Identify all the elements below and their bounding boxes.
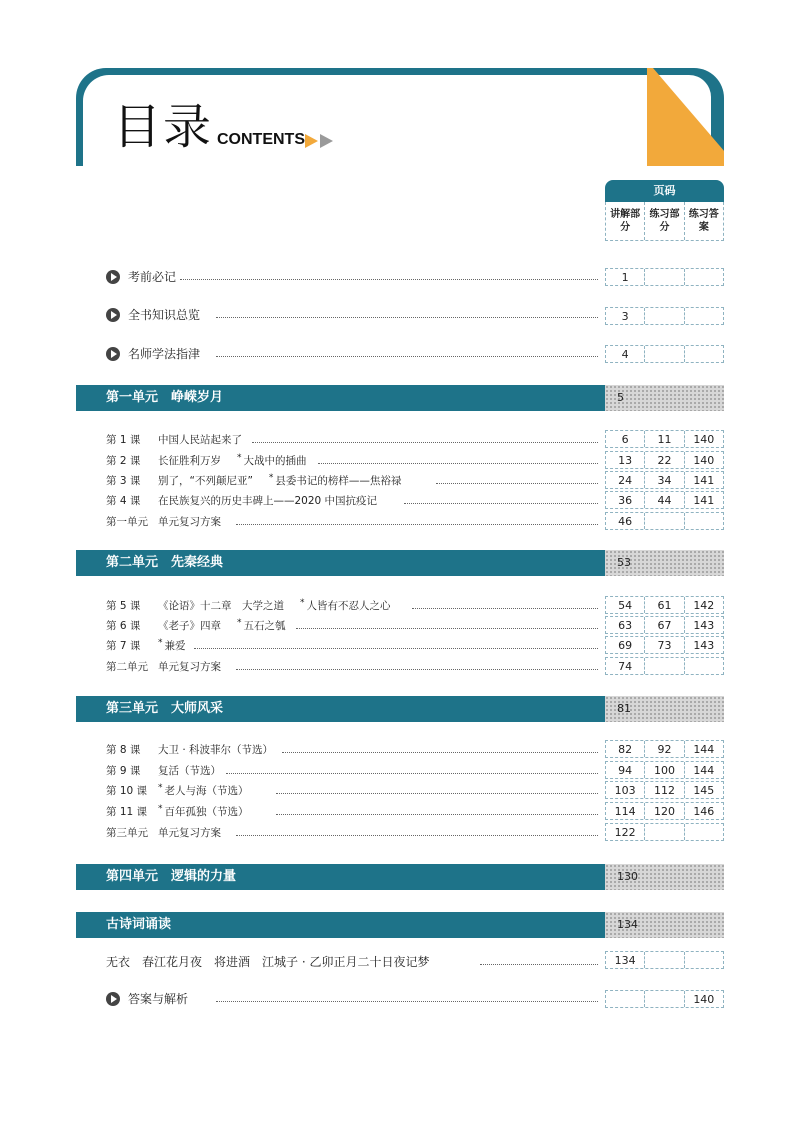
unit-page: 130 [605, 864, 724, 890]
lesson-number: 第 5 课 [106, 600, 141, 612]
page-answer: 141 [693, 494, 715, 507]
page-explain: 13 [606, 452, 645, 468]
unit-bar-2[interactable] [76, 550, 724, 576]
lesson-number: 第 7 课 [106, 640, 141, 652]
lesson-number: 第 8 课 [106, 744, 141, 756]
lesson-title: 《论语》十二章 大学之道 [158, 600, 284, 612]
lesson-row-1[interactable] [106, 432, 242, 447]
leader-dots [226, 773, 598, 774]
page-explain: 134 [606, 952, 645, 968]
lesson-row-3[interactable] [106, 473, 401, 488]
leader-dots [216, 356, 598, 357]
page-explain: 82 [606, 741, 645, 757]
play-bullet-icon [106, 270, 120, 284]
poem-list[interactable] [106, 953, 442, 970]
page-cells [605, 345, 724, 363]
play-bullet-icon [106, 308, 120, 322]
self-study-mark: * [158, 783, 163, 793]
lesson-number: 第 4 课 [106, 495, 141, 507]
lesson-title-2: 大战中的插曲 [243, 455, 307, 467]
lesson-title-2: 五石之瓠 [243, 620, 286, 632]
page-columns-header [605, 180, 724, 241]
page-explain: 3 [606, 308, 645, 324]
page-answer [685, 513, 723, 529]
lesson-row-review-2[interactable] [106, 659, 221, 674]
lesson-title-2: 百年孤独（节选） [164, 806, 249, 818]
page-practice [645, 658, 684, 674]
page-practice: 112 [645, 782, 684, 798]
page-answer: 143 [693, 619, 715, 632]
poem-title: 春江花月夜 [142, 955, 203, 969]
page-cells [605, 636, 724, 654]
poem-title: 江城子 · 乙卯正月二十日夜记梦 [262, 955, 430, 969]
page-explain: 54 [606, 597, 645, 613]
self-study-mark: * [237, 618, 242, 628]
unit-title: 第四单元 逻辑的力量 [76, 864, 605, 890]
lesson-title-2: 县委书记的榜样——焦裕禄 [275, 475, 402, 487]
page-answer [685, 308, 723, 324]
unit-bar-3[interactable] [76, 696, 724, 722]
page-answer: 144 [693, 743, 715, 756]
page-subtitle: CONTENTS [217, 131, 305, 148]
page-answer [685, 346, 723, 362]
page-cells [605, 616, 724, 634]
lesson-title: 在民族复兴的历史丰碑上——2020 中国抗疫记 [158, 495, 378, 507]
page-answer: 144 [693, 764, 715, 777]
page-practice: 34 [645, 472, 684, 488]
lesson-number: 第二单元 [106, 661, 148, 673]
unit-page: 53 [605, 550, 724, 576]
lesson-number: 第 10 课 [106, 785, 148, 797]
page-explain: 114 [606, 803, 645, 819]
unit-bar-4[interactable] [76, 864, 724, 890]
self-study-mark: * [158, 638, 163, 648]
page-answer: 140 [693, 993, 715, 1006]
page-columns-title: 页码 [605, 180, 724, 202]
toc-item-overview[interactable] [106, 306, 200, 323]
lesson-row-10[interactable] [106, 783, 249, 798]
page-cells [605, 451, 724, 469]
page-practice [645, 952, 684, 968]
page-answer [685, 269, 723, 285]
column-label-answers: 练习答案 [688, 209, 719, 233]
page-answer: 145 [693, 784, 715, 797]
lesson-number: 第 2 课 [106, 455, 141, 467]
unit-title: 第一单元 峥嵘岁月 [76, 385, 605, 411]
page-columns-labels [605, 202, 724, 241]
page-explain: 1 [606, 269, 645, 285]
page-practice [645, 991, 684, 1007]
page-cells [605, 761, 724, 779]
page-practice [645, 308, 684, 324]
lesson-row-review-3[interactable] [106, 825, 221, 840]
page-explain: 63 [606, 617, 645, 633]
unit-title: 第三单元 大师风采 [76, 696, 605, 722]
page-answer: 140 [693, 454, 715, 467]
page-answer: 140 [693, 433, 715, 446]
gray-arrow-icon [320, 134, 333, 148]
page-explain: 36 [606, 492, 645, 508]
lesson-number: 第 11 课 [106, 806, 148, 818]
leader-dots [276, 793, 598, 794]
lesson-number: 第 1 课 [106, 434, 141, 446]
page-cells [605, 802, 724, 820]
lesson-number: 第三单元 [106, 827, 148, 839]
lesson-title: 单元复习方案 [158, 516, 221, 528]
leader-dots [276, 814, 598, 815]
page-practice: 120 [645, 803, 684, 819]
page-practice: 67 [645, 617, 684, 633]
lesson-title: 《老子》四章 [158, 620, 221, 632]
leader-dots [412, 608, 598, 609]
lesson-title: 别了，“不列颠尼亚” [158, 475, 253, 487]
header-frame [76, 68, 724, 166]
page-cells [605, 512, 724, 530]
play-bullet-icon [106, 992, 120, 1006]
page-explain: 74 [606, 658, 645, 674]
page-cells [605, 657, 724, 675]
toc-item-answers[interactable] [106, 990, 188, 1007]
page-practice: 92 [645, 741, 684, 757]
lesson-row-6[interactable] [106, 618, 286, 633]
lesson-title-2: 老人与海（节选） [164, 785, 249, 797]
lesson-title: 复活（节选） [158, 765, 221, 777]
leader-dots [236, 669, 598, 670]
page-practice: 22 [645, 452, 684, 468]
lesson-title: 长征胜利万岁 [158, 455, 221, 467]
header-panel [83, 75, 711, 166]
page-practice [645, 513, 684, 529]
page-explain: 4 [606, 346, 645, 362]
self-study-mark: * [237, 453, 242, 463]
page-explain: 122 [606, 824, 645, 840]
unit-page: 81 [605, 696, 724, 722]
page-practice [645, 269, 684, 285]
page-answer [685, 658, 723, 674]
page-cells [605, 823, 724, 841]
unit-bar-poetry[interactable] [76, 912, 724, 938]
page-cells [605, 596, 724, 614]
leader-dots [216, 1001, 598, 1002]
poem-title: 无衣 [106, 955, 131, 969]
page-practice [645, 824, 684, 840]
page-practice: 44 [645, 492, 684, 508]
leader-dots [236, 835, 598, 836]
leader-dots [252, 442, 598, 443]
page-explain: 6 [606, 431, 645, 447]
double-arrow-icon [305, 133, 333, 152]
leader-dots [216, 317, 598, 318]
leader-dots [436, 483, 598, 484]
page-cells [605, 740, 724, 758]
unit-page: 5 [605, 385, 724, 411]
lesson-number: 第 9 课 [106, 765, 141, 777]
orange-arrow-icon [305, 134, 318, 148]
page-cells [605, 268, 724, 286]
lesson-row-2[interactable] [106, 453, 307, 468]
lesson-title: 单元复习方案 [158, 827, 221, 839]
toc-item-label: 全书知识总览 [128, 308, 201, 322]
page-practice: 73 [645, 637, 684, 653]
toc-item-label: 答案与解析 [128, 992, 189, 1006]
lesson-number: 第 3 课 [106, 475, 141, 487]
page-answer [685, 952, 723, 968]
lesson-row-4[interactable] [106, 493, 377, 508]
page-practice: 11 [645, 431, 684, 447]
column-label-practice: 练习部分 [645, 202, 684, 240]
poem-title: 将进酒 [214, 955, 251, 969]
leader-dots [194, 648, 598, 649]
leader-dots [318, 463, 598, 464]
leader-dots [282, 752, 598, 753]
self-study-mark: * [300, 598, 305, 608]
page-practice: 61 [645, 597, 684, 613]
page-cells [605, 430, 724, 448]
page-title: 目录 [113, 99, 214, 155]
unit-page: 134 [605, 912, 724, 938]
unit-title: 第二单元 先秦经典 [76, 550, 605, 576]
page-answer: 143 [693, 639, 715, 652]
page-cells [605, 471, 724, 489]
lesson-row-5[interactable] [106, 598, 391, 613]
lesson-number: 第一单元 [106, 516, 148, 528]
lesson-title: 中国人民站起来了 [158, 434, 242, 446]
play-bullet-icon [106, 347, 120, 361]
lesson-row-11[interactable] [106, 804, 249, 819]
lesson-row-9[interactable] [106, 763, 221, 778]
page-explain: 69 [606, 637, 645, 653]
page-practice [645, 346, 684, 362]
leader-dots [296, 628, 598, 629]
lesson-row-review-1[interactable] [106, 514, 221, 529]
column-label-explain: 讲解部分 [606, 202, 645, 240]
page-practice: 100 [645, 762, 684, 778]
page-answer: 142 [693, 599, 715, 612]
page-explain: 24 [606, 472, 645, 488]
leader-dots [236, 524, 598, 525]
page-cells [605, 990, 724, 1008]
toc-item-label: 名师学法指津 [128, 347, 201, 361]
leader-dots [180, 279, 598, 280]
toc-item-exam-notes[interactable] [106, 268, 176, 285]
unit-bar-1[interactable] [76, 385, 724, 411]
lesson-title: 大卫 · 科波菲尔（节选） [158, 744, 274, 756]
leader-dots [480, 964, 598, 965]
page-explain: 94 [606, 762, 645, 778]
page-cells [605, 307, 724, 325]
page-explain: 46 [606, 513, 645, 529]
lesson-title-2: 人皆有不忍人之心 [306, 600, 391, 612]
page-cells [605, 781, 724, 799]
self-study-mark: * [158, 804, 163, 814]
page-answer: 141 [693, 474, 715, 487]
page-cells [605, 951, 724, 969]
page-cells [605, 491, 724, 509]
toc-item-study-guide[interactable] [106, 345, 200, 362]
page-explain: 103 [606, 782, 645, 798]
lesson-row-8[interactable] [106, 742, 273, 757]
unit-title: 古诗词诵读 [76, 912, 605, 938]
leader-dots [404, 503, 598, 504]
self-study-mark: * [268, 473, 274, 483]
lesson-title: 单元复习方案 [158, 661, 221, 673]
page-answer [685, 824, 723, 840]
toc-item-label: 考前必记 [128, 270, 177, 284]
lesson-title-2: 兼爱 [164, 640, 186, 652]
lesson-number: 第 6 课 [106, 620, 141, 632]
page-answer: 146 [693, 805, 715, 818]
page-explain [606, 991, 645, 1007]
lesson-row-7[interactable] [106, 638, 186, 653]
